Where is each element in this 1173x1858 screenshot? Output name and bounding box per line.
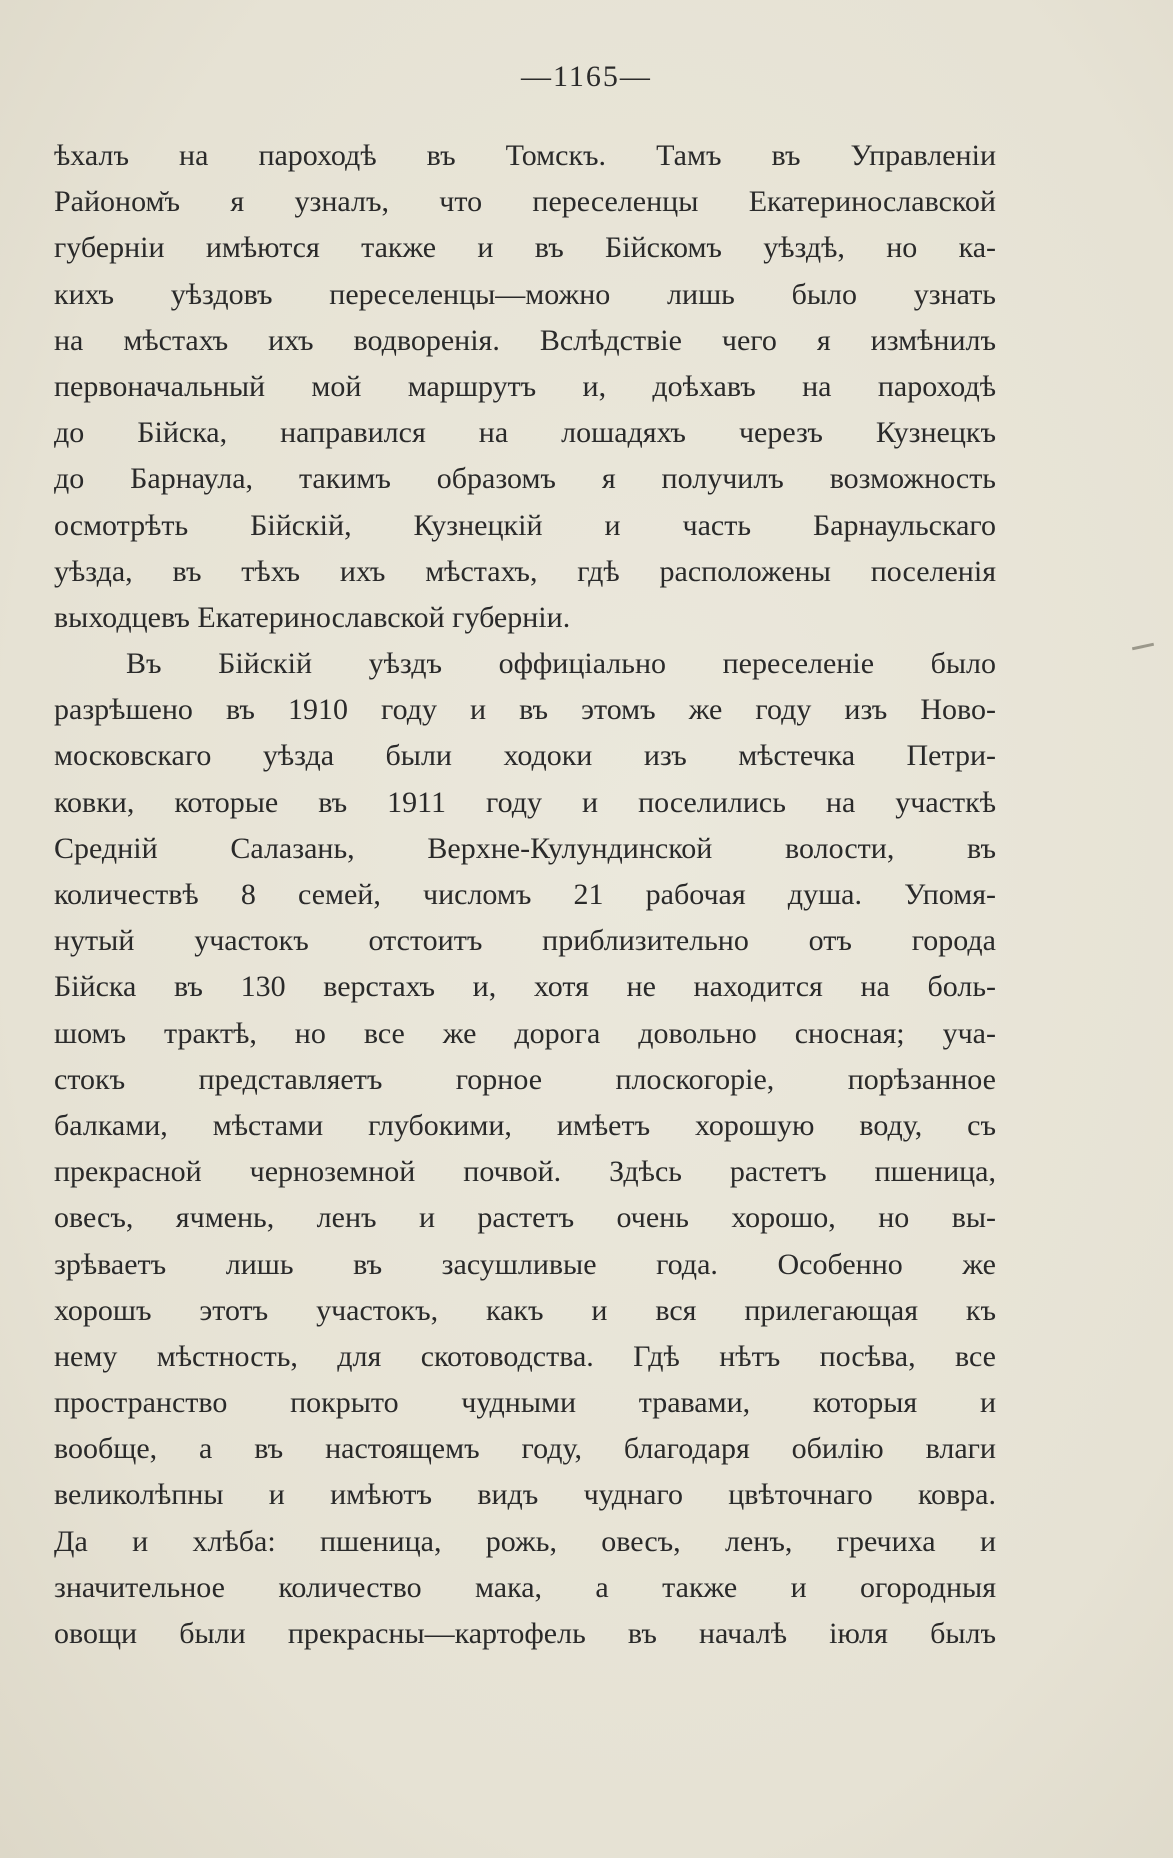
- page-number: —1165—: [521, 60, 652, 93]
- text-line: Да и хлѣба: пшеница, рожь, овесъ, ленъ, гречиха и: [54, 1524, 996, 1558]
- paragraph-start-line: Въ Бійскій уѣздъ оффиціально переселеніе было: [126, 647, 996, 681]
- text-line: до Бійска, направился на лошадяхъ черезъ Кузнецкъ: [54, 416, 996, 450]
- text-line: овощи были прекрасны—картофель въ началѣ іюля былъ: [54, 1617, 996, 1650]
- text-line: выходцевъ Екатеринославской губерніи.: [54, 600, 571, 634]
- text-line: количествѣ 8 семей, числомъ 21 рабочая душа. Упомя-: [54, 878, 996, 911]
- text-line: прекрасной черноземной почвой. Здѣсь растетъ пшеница,: [54, 1155, 996, 1189]
- text-line: нему мѣстность, для скотоводства. Гдѣ нѣтъ посѣва, все: [54, 1339, 996, 1373]
- text-line: разрѣшено въ 1910 году и въ этомъ же году изъ Ново-: [54, 693, 996, 727]
- text-line: осмотрѣть Бійскій, Кузнецкій и часть Барнаульскаго: [54, 508, 996, 542]
- text-line: нутый участокъ отстоитъ приблизительно отъ города: [54, 924, 996, 958]
- text-line: великолѣпны и имѣютъ видъ чуднаго цвѣточнаго ковра.: [54, 1478, 996, 1512]
- text-line: кихъ уѣздовъ переселенцы—можно лишь было узнать: [54, 277, 996, 311]
- text-line: Районом̆ъ я узналъ, что переселенцы Екатеринославской: [54, 185, 996, 219]
- text-line: Средній Салазань, Верхне-Кулундинской волости, въ: [54, 831, 996, 865]
- margin-pencil-mark: [1132, 643, 1154, 651]
- text-line: Бійска въ 130 верстахъ и, хотя не находится на боль-: [54, 970, 996, 1004]
- text-line: овесъ, ячмень, ленъ и растетъ очень хорошо, но вы-: [54, 1201, 996, 1235]
- text-line: до Барнаула, такимъ образомъ я получилъ возможность: [54, 462, 996, 496]
- text-line: московскаго уѣзда были ходоки изъ мѣстечка Петри-: [54, 739, 996, 773]
- text-line: вообще, а въ настоящемъ году, благодаря обилію влаги: [54, 1432, 996, 1466]
- text-line: стокъ представляетъ горное плоскогоріе, порѣзанное: [54, 1062, 996, 1096]
- text-line: шомъ трактѣ, но все же дорога довольно сносная; уча-: [54, 1016, 996, 1050]
- text-line: балками, мѣстами глубокими, имѣетъ хорошую воду, съ: [54, 1108, 996, 1142]
- text-line: хорошъ этотъ участокъ, какъ и вся прилегающая къ: [54, 1293, 996, 1327]
- text-line: ѣхалъ на пароходѣ въ Томскъ. Тамъ въ Управленіи: [54, 139, 996, 172]
- text-line: уѣзда, въ тѣхъ ихъ мѣстахъ, гдѣ расположены поселенія: [54, 554, 996, 588]
- body-text: [54, 133, 996, 1657]
- text-line: ковки, которые въ 1911 году и поселились на участкѣ: [54, 785, 996, 819]
- text-line: губерніи имѣются также и въ Бійскомъ уѣздѣ, но ка-: [54, 231, 996, 265]
- text-line: значительное количество мака, а также и огородныя: [54, 1570, 996, 1604]
- text-line: первоначальный мой маршрутъ и, доѣхавъ на пароходѣ: [54, 369, 996, 403]
- text-line: зрѣваетъ лишь въ засушливые года. Особенно же: [54, 1247, 996, 1281]
- text-line: на мѣстахъ ихъ водворенія. Вслѣдствіе чего я измѣнилъ: [54, 323, 996, 357]
- text-line: пространство покрыто чудными травами, которыя и: [54, 1386, 996, 1420]
